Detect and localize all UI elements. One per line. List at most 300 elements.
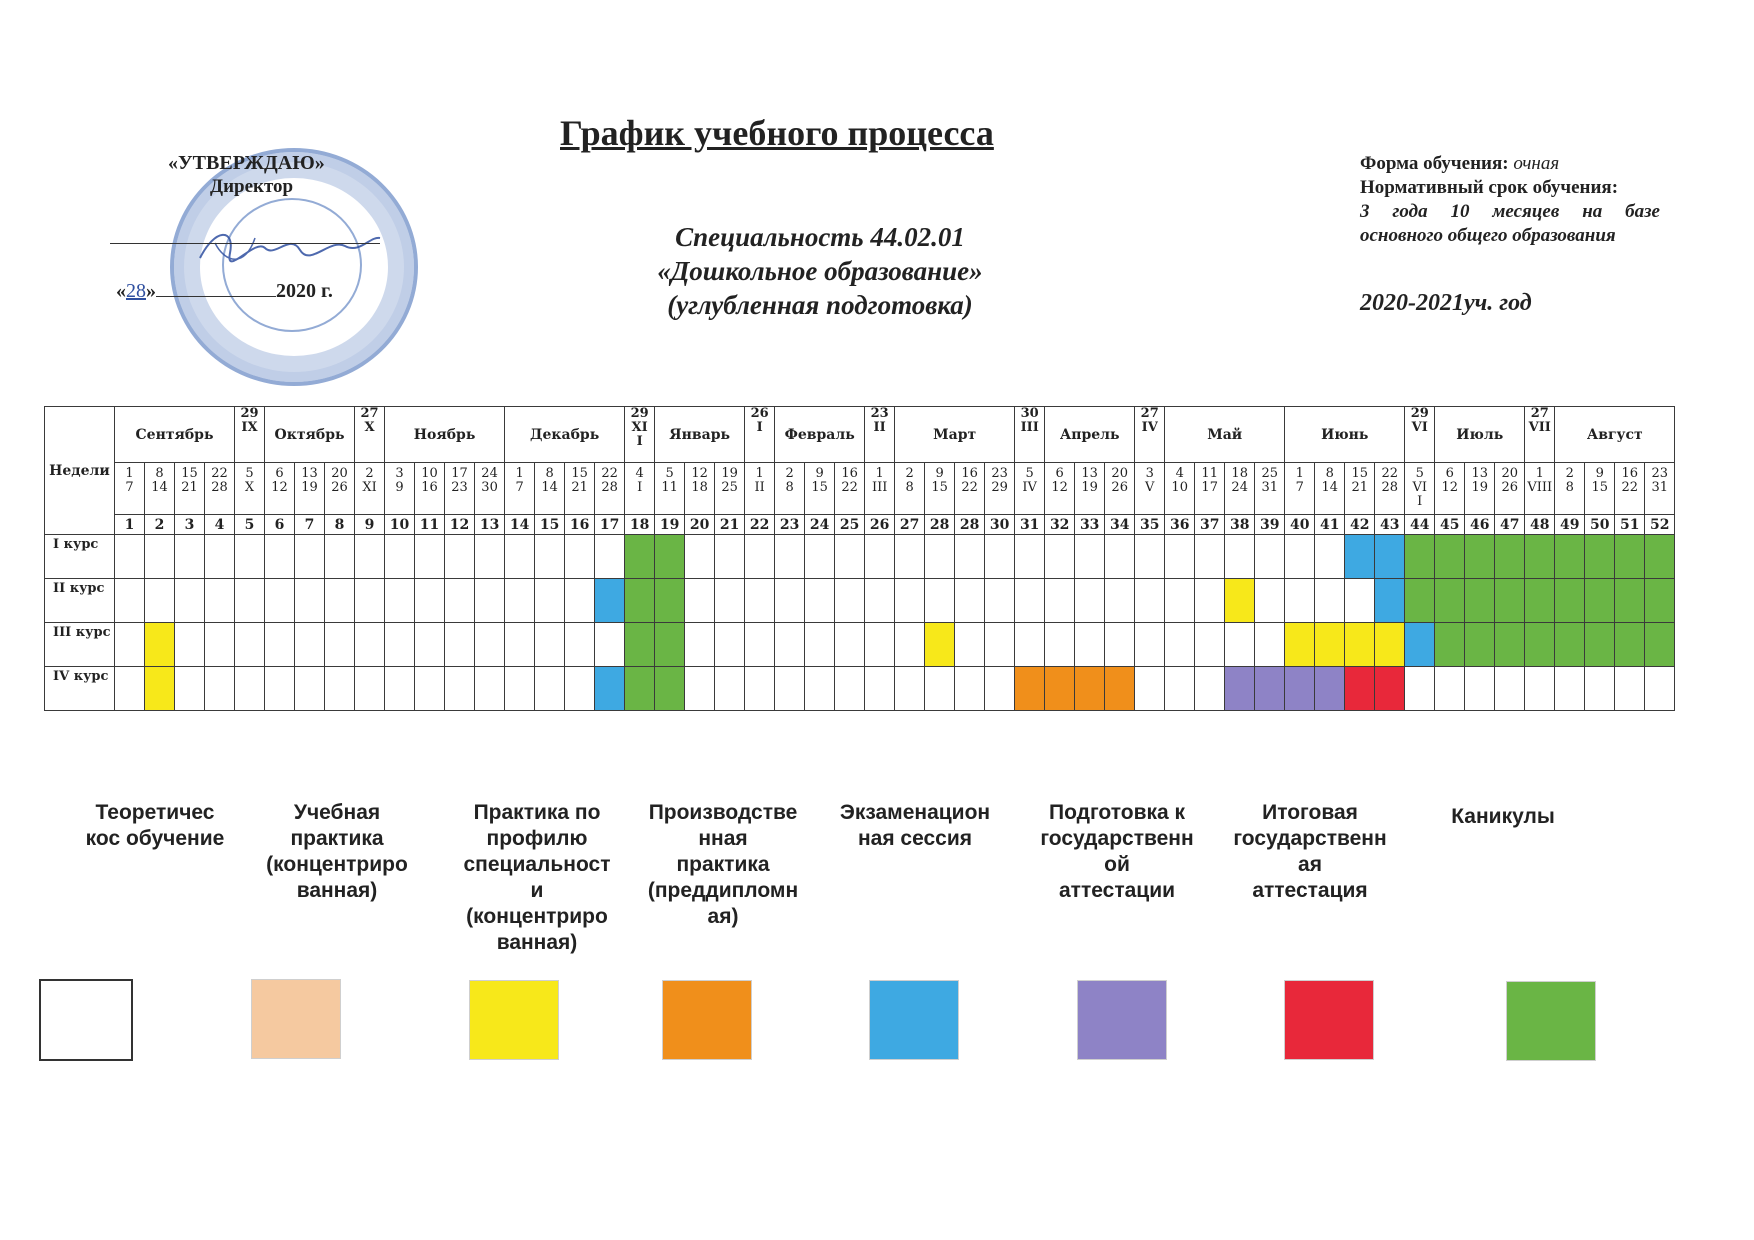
schedule-cell — [1345, 579, 1375, 623]
schedule-cell — [205, 623, 235, 667]
schedule-cell — [355, 579, 385, 623]
week-number: 30 — [985, 515, 1015, 535]
schedule-cell — [205, 535, 235, 579]
schedule-cell — [1225, 535, 1255, 579]
month-header: Сентябрь — [115, 407, 235, 463]
schedule-cell — [805, 579, 835, 623]
schedule-cell — [985, 579, 1015, 623]
schedule-cell — [1435, 535, 1465, 579]
schedule-cell — [1585, 667, 1615, 711]
schedule-cell — [685, 535, 715, 579]
schedule-cell — [115, 579, 145, 623]
week-dates: 24 30 — [475, 463, 505, 515]
week-number: 42 — [1345, 515, 1375, 535]
week-dates: 20 26 — [1105, 463, 1135, 515]
schedule-cell — [325, 667, 355, 711]
schedule-cell — [1555, 579, 1585, 623]
week-number: 22 — [745, 515, 775, 535]
schedule-cell — [985, 623, 1015, 667]
week-number: 25 — [835, 515, 865, 535]
schedule-cell — [175, 579, 205, 623]
signature — [195, 218, 385, 278]
schedule-cell — [1225, 579, 1255, 623]
schedule-cell — [1045, 579, 1075, 623]
schedule-cell — [205, 579, 235, 623]
week-number: 1 — [115, 515, 145, 535]
legend-label: Подготовка к государственн ой аттестации — [1040, 801, 1194, 902]
week-number: 11 — [415, 515, 445, 535]
week-number: 46 — [1465, 515, 1495, 535]
schedule-cell — [1045, 667, 1075, 711]
schedule-cell — [415, 667, 445, 711]
schedule-cell — [1495, 535, 1525, 579]
week-number: 35 — [1135, 515, 1165, 535]
schedule-cell — [355, 535, 385, 579]
schedule-cell — [325, 579, 355, 623]
legend-swatch — [251, 979, 341, 1059]
schedule-cell — [1075, 535, 1105, 579]
course-label: II курс — [45, 579, 115, 623]
week-dates: 4 10 — [1165, 463, 1195, 515]
week-number: 43 — [1375, 515, 1405, 535]
schedule-cell — [145, 579, 175, 623]
approval-block — [100, 148, 420, 388]
week-dates: 11 17 — [1195, 463, 1225, 515]
week-dates: 16 22 — [955, 463, 985, 515]
page-title: График учебного процесса — [560, 113, 994, 153]
schedule-cell — [265, 579, 295, 623]
month-boundary-header: 26 I — [745, 407, 775, 463]
schedule-cell — [955, 623, 985, 667]
month-header: Апрель — [1045, 407, 1135, 463]
week-number: 47 — [1495, 515, 1525, 535]
week-dates: 17 23 — [445, 463, 475, 515]
schedule-cell — [565, 579, 595, 623]
week-dates: 12 18 — [685, 463, 715, 515]
month-header: Май — [1165, 407, 1285, 463]
schedule-cell — [1165, 579, 1195, 623]
schedule-cell — [445, 579, 475, 623]
schedule-cell — [1555, 667, 1585, 711]
week-number: 45 — [1435, 515, 1465, 535]
month-boundary-header: 27 VII — [1525, 407, 1555, 463]
schedule-cell — [655, 667, 685, 711]
schedule-cell — [1015, 579, 1045, 623]
schedule-cell — [865, 623, 895, 667]
schedule-cell — [475, 579, 505, 623]
week-dates: 2 8 — [895, 463, 925, 515]
schedule-cell — [1315, 535, 1345, 579]
schedule-cell — [895, 623, 925, 667]
schedule-cell — [1015, 667, 1045, 711]
schedule-cell — [775, 667, 805, 711]
schedule-cell — [265, 623, 295, 667]
week-number: 52 — [1645, 515, 1675, 535]
week-number: 23 — [775, 515, 805, 535]
approve-role: Директор — [210, 176, 294, 197]
schedule-cell — [1645, 667, 1675, 711]
schedule-cell — [175, 535, 205, 579]
schedule-cell — [1135, 535, 1165, 579]
week-dates: 5 11 — [655, 463, 685, 515]
schedule-cell — [115, 535, 145, 579]
schedule-cell — [1525, 623, 1555, 667]
schedule-cell — [385, 579, 415, 623]
schedule-cell — [1465, 667, 1495, 711]
schedule-cell — [1135, 579, 1165, 623]
week-number: 41 — [1315, 515, 1345, 535]
schedule-cell — [535, 579, 565, 623]
schedule-cell — [205, 667, 235, 711]
schedule-cell — [895, 535, 925, 579]
schedule-cell — [535, 667, 565, 711]
schedule-cell — [1615, 535, 1645, 579]
schedule-cell — [655, 623, 685, 667]
schedule-cell — [1405, 535, 1435, 579]
schedule-cell — [355, 623, 385, 667]
schedule-cell — [475, 623, 505, 667]
week-dates: 1 III — [865, 463, 895, 515]
schedule-cell — [1555, 623, 1585, 667]
schedule-cell — [745, 535, 775, 579]
week-number: 7 — [295, 515, 325, 535]
week-number: 16 — [565, 515, 595, 535]
schedule-cell — [955, 667, 985, 711]
week-number: 2 — [145, 515, 175, 535]
week-number: 8 — [325, 515, 355, 535]
study-info — [1360, 152, 1660, 248]
legend-label: Теоретичес кос обучение — [85, 801, 225, 850]
schedule-cell — [385, 535, 415, 579]
schedule-cell — [655, 579, 685, 623]
week-dates: 16 22 — [1615, 463, 1645, 515]
week-dates: 1 7 — [1285, 463, 1315, 515]
study-term-label: Нормативный срок обучения: — [1360, 177, 1619, 198]
week-dates: 9 15 — [925, 463, 955, 515]
schedule-cell — [265, 667, 295, 711]
approve-title: «УТВЕРЖДАЮ» — [168, 152, 325, 174]
week-number: 4 — [205, 515, 235, 535]
approval-year: 2020 г. — [276, 280, 333, 302]
week-number: 18 — [625, 515, 655, 535]
schedule-cell — [505, 535, 535, 579]
week-dates: 4 I — [625, 463, 655, 515]
week-number: 32 — [1045, 515, 1075, 535]
week-dates: 23 31 — [1645, 463, 1675, 515]
schedule-cell — [865, 667, 895, 711]
legend-swatch — [469, 980, 559, 1060]
schedule-cell — [865, 579, 895, 623]
schedule-table — [44, 406, 1675, 711]
month-boundary-header: 29 XI I — [625, 407, 655, 463]
course-label: III курс — [45, 623, 115, 667]
week-number: 9 — [355, 515, 385, 535]
week-number: 31 — [1015, 515, 1045, 535]
schedule-cell — [1255, 623, 1285, 667]
week-dates: 2 XI — [355, 463, 385, 515]
legend-label: Практика по профилю специальност и (концентриро ванная) — [463, 801, 611, 954]
schedule-cell — [1195, 623, 1225, 667]
schedule-cell — [805, 623, 835, 667]
month-header: Июнь — [1285, 407, 1405, 463]
approval-day: 28 — [126, 280, 146, 302]
schedule-cell — [1465, 623, 1495, 667]
schedule-cell — [1255, 535, 1285, 579]
legend-label: Экзаменацион ная сессия — [839, 801, 991, 850]
week-number: 37 — [1195, 515, 1225, 535]
schedule-cell — [565, 535, 595, 579]
schedule-cell — [835, 623, 865, 667]
week-number: 19 — [655, 515, 685, 535]
schedule-cell — [505, 579, 535, 623]
schedule-cell — [1045, 535, 1075, 579]
week-dates: 5 X — [235, 463, 265, 515]
week-dates: 3 V — [1135, 463, 1165, 515]
specialty-block — [560, 220, 1080, 322]
schedule-cell — [1495, 623, 1525, 667]
schedule-cell — [1435, 667, 1465, 711]
week-number: 50 — [1585, 515, 1615, 535]
schedule-cell — [685, 623, 715, 667]
week-dates: 5 VI I — [1405, 463, 1435, 515]
schedule-cell — [1165, 623, 1195, 667]
week-dates: 2 8 — [775, 463, 805, 515]
legend-label: Каникулы — [1451, 805, 1555, 828]
month-boundary-header: 29 IX — [235, 407, 265, 463]
week-number: 44 — [1405, 515, 1435, 535]
week-number: 10 — [385, 515, 415, 535]
schedule-cell — [625, 535, 655, 579]
week-number: 5 — [235, 515, 265, 535]
schedule-cell — [1345, 535, 1375, 579]
schedule-cell — [385, 667, 415, 711]
schedule-cell — [1375, 535, 1405, 579]
week-number: 49 — [1555, 515, 1585, 535]
week-number: 51 — [1615, 515, 1645, 535]
schedule-cell — [1615, 623, 1645, 667]
schedule-cell — [715, 623, 745, 667]
schedule-cell — [625, 579, 655, 623]
week-dates: 13 19 — [1465, 463, 1495, 515]
week-dates: 22 28 — [1375, 463, 1405, 515]
month-header: Июль — [1435, 407, 1525, 463]
schedule-cell — [1285, 579, 1315, 623]
schedule-cell — [1075, 623, 1105, 667]
week-number: 36 — [1165, 515, 1195, 535]
month-boundary-header: 29 VI — [1405, 407, 1435, 463]
schedule-cell — [1525, 667, 1555, 711]
schedule-cell — [1615, 667, 1645, 711]
week-number: 48 — [1525, 515, 1555, 535]
schedule-cell — [835, 667, 865, 711]
schedule-cell — [145, 667, 175, 711]
week-dates: 15 21 — [175, 463, 205, 515]
schedule-cell — [565, 667, 595, 711]
schedule-cell — [295, 623, 325, 667]
week-number: 38 — [1225, 515, 1255, 535]
signature-line — [110, 243, 380, 244]
schedule-cell — [745, 579, 775, 623]
schedule-cell — [1135, 623, 1165, 667]
schedule-cell — [265, 535, 295, 579]
schedule-cell — [1465, 579, 1495, 623]
schedule-cell — [475, 667, 505, 711]
week-dates: 8 14 — [145, 463, 175, 515]
schedule-cell — [715, 579, 745, 623]
month-boundary-header: 27 IV — [1135, 407, 1165, 463]
schedule-cell — [1615, 579, 1645, 623]
schedule-cell — [1645, 579, 1675, 623]
schedule-cell — [745, 623, 775, 667]
schedule-cell — [745, 667, 775, 711]
schedule-cell — [1015, 535, 1045, 579]
approval-month — [156, 296, 276, 297]
course-label: I курс — [45, 535, 115, 579]
week-dates: 9 15 — [805, 463, 835, 515]
schedule-cell — [1105, 623, 1135, 667]
week-number: 14 — [505, 515, 535, 535]
schedule-cell — [955, 535, 985, 579]
schedule-cell — [805, 667, 835, 711]
schedule-cell — [415, 535, 445, 579]
schedule-cell — [1375, 579, 1405, 623]
schedule-cell — [1495, 579, 1525, 623]
schedule-cell — [1465, 535, 1495, 579]
month-boundary-header: 30 III — [1015, 407, 1045, 463]
schedule-cell — [1585, 579, 1615, 623]
month-boundary-header: 23 II — [865, 407, 895, 463]
schedule-cell — [1375, 667, 1405, 711]
schedule-cell — [535, 623, 565, 667]
schedule-cell — [445, 623, 475, 667]
week-number: 28 — [955, 515, 985, 535]
schedule-cell — [775, 579, 805, 623]
schedule-cell — [1195, 579, 1225, 623]
week-number: 34 — [1105, 515, 1135, 535]
week-number: 20 — [685, 515, 715, 535]
schedule-cell — [1645, 535, 1675, 579]
week-dates: 23 29 — [985, 463, 1015, 515]
week-dates: 6 12 — [1435, 463, 1465, 515]
schedule-cell — [1225, 623, 1255, 667]
legend-label: Производстве нная практика (преддипломн ая) — [647, 801, 799, 928]
schedule-cell — [1045, 623, 1075, 667]
schedule-cell — [1435, 623, 1465, 667]
schedule-cell — [1285, 535, 1315, 579]
schedule-cell — [775, 535, 805, 579]
schedule-cell — [1315, 667, 1345, 711]
schedule-cell — [235, 579, 265, 623]
schedule-cell — [1345, 667, 1375, 711]
week-dates: 8 14 — [535, 463, 565, 515]
schedule-cell — [1315, 623, 1345, 667]
study-term-value: 3 года 10 месяцев на базе — [1360, 201, 1660, 222]
week-dates: 6 12 — [1045, 463, 1075, 515]
schedule-cell — [1225, 667, 1255, 711]
approval-date: «28» 2020 г. — [116, 280, 333, 302]
legend-swatch — [662, 980, 752, 1060]
week-number: 17 — [595, 515, 625, 535]
legend-swatch — [869, 980, 959, 1060]
month-header: Август — [1555, 407, 1675, 463]
schedule-cell — [325, 535, 355, 579]
week-number: 39 — [1255, 515, 1285, 535]
schedule-cell — [625, 623, 655, 667]
legend-label: Учебная практика (концентриро ванная) — [266, 801, 408, 902]
schedule-cell — [115, 623, 145, 667]
month-header: Февраль — [775, 407, 865, 463]
week-dates: 20 26 — [325, 463, 355, 515]
week-dates: 1 VIII — [1525, 463, 1555, 515]
schedule-cell — [925, 623, 955, 667]
schedule-cell — [475, 535, 505, 579]
schedule-cell — [865, 535, 895, 579]
schedule-cell — [1285, 623, 1315, 667]
week-dates: 25 31 — [1255, 463, 1285, 515]
schedule-cell — [1195, 535, 1225, 579]
schedule-cell — [175, 667, 205, 711]
week-number: 26 — [865, 515, 895, 535]
schedule-cell — [1105, 579, 1135, 623]
month-header: Декабрь — [505, 407, 625, 463]
week-dates: 6 12 — [265, 463, 295, 515]
month-header: Январь — [655, 407, 745, 463]
schedule-cell — [595, 623, 625, 667]
schedule-cell — [595, 579, 625, 623]
week-number: 28 — [925, 515, 955, 535]
schedule-cell — [145, 623, 175, 667]
schedule-cell — [655, 535, 685, 579]
week-dates: 3 9 — [385, 463, 415, 515]
schedule-cell — [1015, 623, 1045, 667]
schedule-cell — [775, 623, 805, 667]
week-dates: 15 21 — [565, 463, 595, 515]
schedule-cell — [685, 667, 715, 711]
schedule-cell — [325, 623, 355, 667]
schedule-cell — [985, 535, 1015, 579]
legend-swatch — [1077, 980, 1167, 1060]
schedule-cell — [1645, 623, 1675, 667]
schedule-cell — [505, 667, 535, 711]
week-dates: 15 21 — [1345, 463, 1375, 515]
week-dates: 22 28 — [595, 463, 625, 515]
week-dates: 9 15 — [1585, 463, 1615, 515]
schedule-cell — [1255, 667, 1285, 711]
schedule-cell — [1345, 623, 1375, 667]
week-dates: 1 7 — [505, 463, 535, 515]
legend-label: Итоговая государственн ая аттестация — [1233, 801, 1387, 902]
schedule-cell — [1405, 623, 1435, 667]
week-dates: 10 16 — [415, 463, 445, 515]
study-form: Форма обучения: очная — [1360, 153, 1560, 174]
schedule-cell — [445, 667, 475, 711]
specialty-code: Специальность 44.02.01 — [675, 222, 965, 252]
schedule-cell — [415, 623, 445, 667]
schedule-cell — [565, 623, 595, 667]
schedule-cell — [925, 579, 955, 623]
schedule-cell — [955, 579, 985, 623]
schedule-cell — [595, 667, 625, 711]
schedule-cell — [1075, 667, 1105, 711]
schedule-cell — [1165, 667, 1195, 711]
schedule-cell — [595, 535, 625, 579]
schedule-cell — [385, 623, 415, 667]
legend-swatch — [1284, 980, 1374, 1060]
month-header: Октябрь — [265, 407, 355, 463]
schedule-cell — [235, 667, 265, 711]
specialty-level: (углубленная подготовка) — [667, 290, 973, 320]
schedule-cell — [985, 667, 1015, 711]
